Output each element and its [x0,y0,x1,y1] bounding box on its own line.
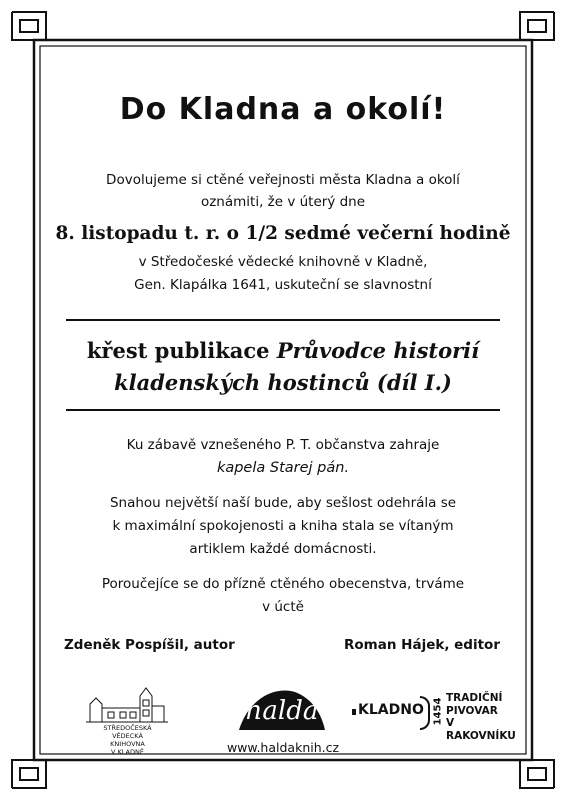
wish-line-2: k maximální spokojenosti a kniha stala se vítaným [112,518,454,534]
signature-author: Zdeněk Pospíšil, autor [64,637,235,653]
library-name-2: VĚDECKÁ [112,732,143,740]
website-url: www.haldaknih.cz [226,740,340,755]
divider-bottom [66,409,500,411]
music-line-1: Ku zábavě vznešeného P. T. občanstva zahraje [126,437,440,453]
brewery-logo [432,692,526,742]
closing-line-1: Poroučejíce se do přízně ctěného obecenstva, trváme [101,576,465,592]
kladno-logo [350,698,430,728]
feature-plain: křest publikace [86,338,277,363]
invitation [40,40,526,760]
music-line-2: kapela Starej pán. [216,460,350,476]
kladno-wordmark: KLADNO [358,702,424,718]
signature-editor: Roman Hájek, editor [344,637,500,653]
library-name-4: V KLADNĚ [111,748,144,756]
feature-book-title-2: kladenských hostinců (díl I.) [114,370,452,395]
wish-line-1: Snahou největší naší bude, aby sešlost odehrála se [109,495,457,511]
halda-logo [235,684,329,736]
divider-top [66,319,500,321]
library-name-3: KNIHOVNA [110,740,145,748]
sponsor-logos [40,690,526,760]
page-title: Do Kladna a okolí! [119,92,447,127]
feature-book-title-1: Průvodce historií [276,338,480,363]
kladno-flag-icon [352,709,356,715]
halda-wordmark: halda [245,696,319,726]
intro-line-2: oznámiti, že v úterý dne [200,194,366,210]
library-name-1: STŘEDOČESKÁ [103,724,152,732]
intro-line-4: Gen. Klapálka 1641, uskuteční se slavnostní [134,277,432,293]
brewery-line-3: V RAKOVNÍKU [446,717,516,742]
intro-line-3: v Středočeské vědecké knihovně v Kladně, [138,254,428,270]
wish-line-3: artiklem každé domácnosti. [189,541,377,557]
feature-line-1 [40,336,526,366]
brewery-line-2: PIVOVAR [446,704,498,717]
brewery-line-1: TRADIČNÍ [446,692,503,704]
intro-line-1: Dovolujeme si ctěné veřejnosti města Kladna a okolí [106,172,460,188]
closing-line-2: v úctě [262,599,304,615]
date-line: 8. listopadu t. r. o 1/2 sedmé večerní hodině [55,223,511,244]
brewery-year: 1454 [432,697,444,726]
library-logo [80,690,175,760]
castle-icon [80,684,175,724]
kladno-arc-icon [420,696,430,730]
